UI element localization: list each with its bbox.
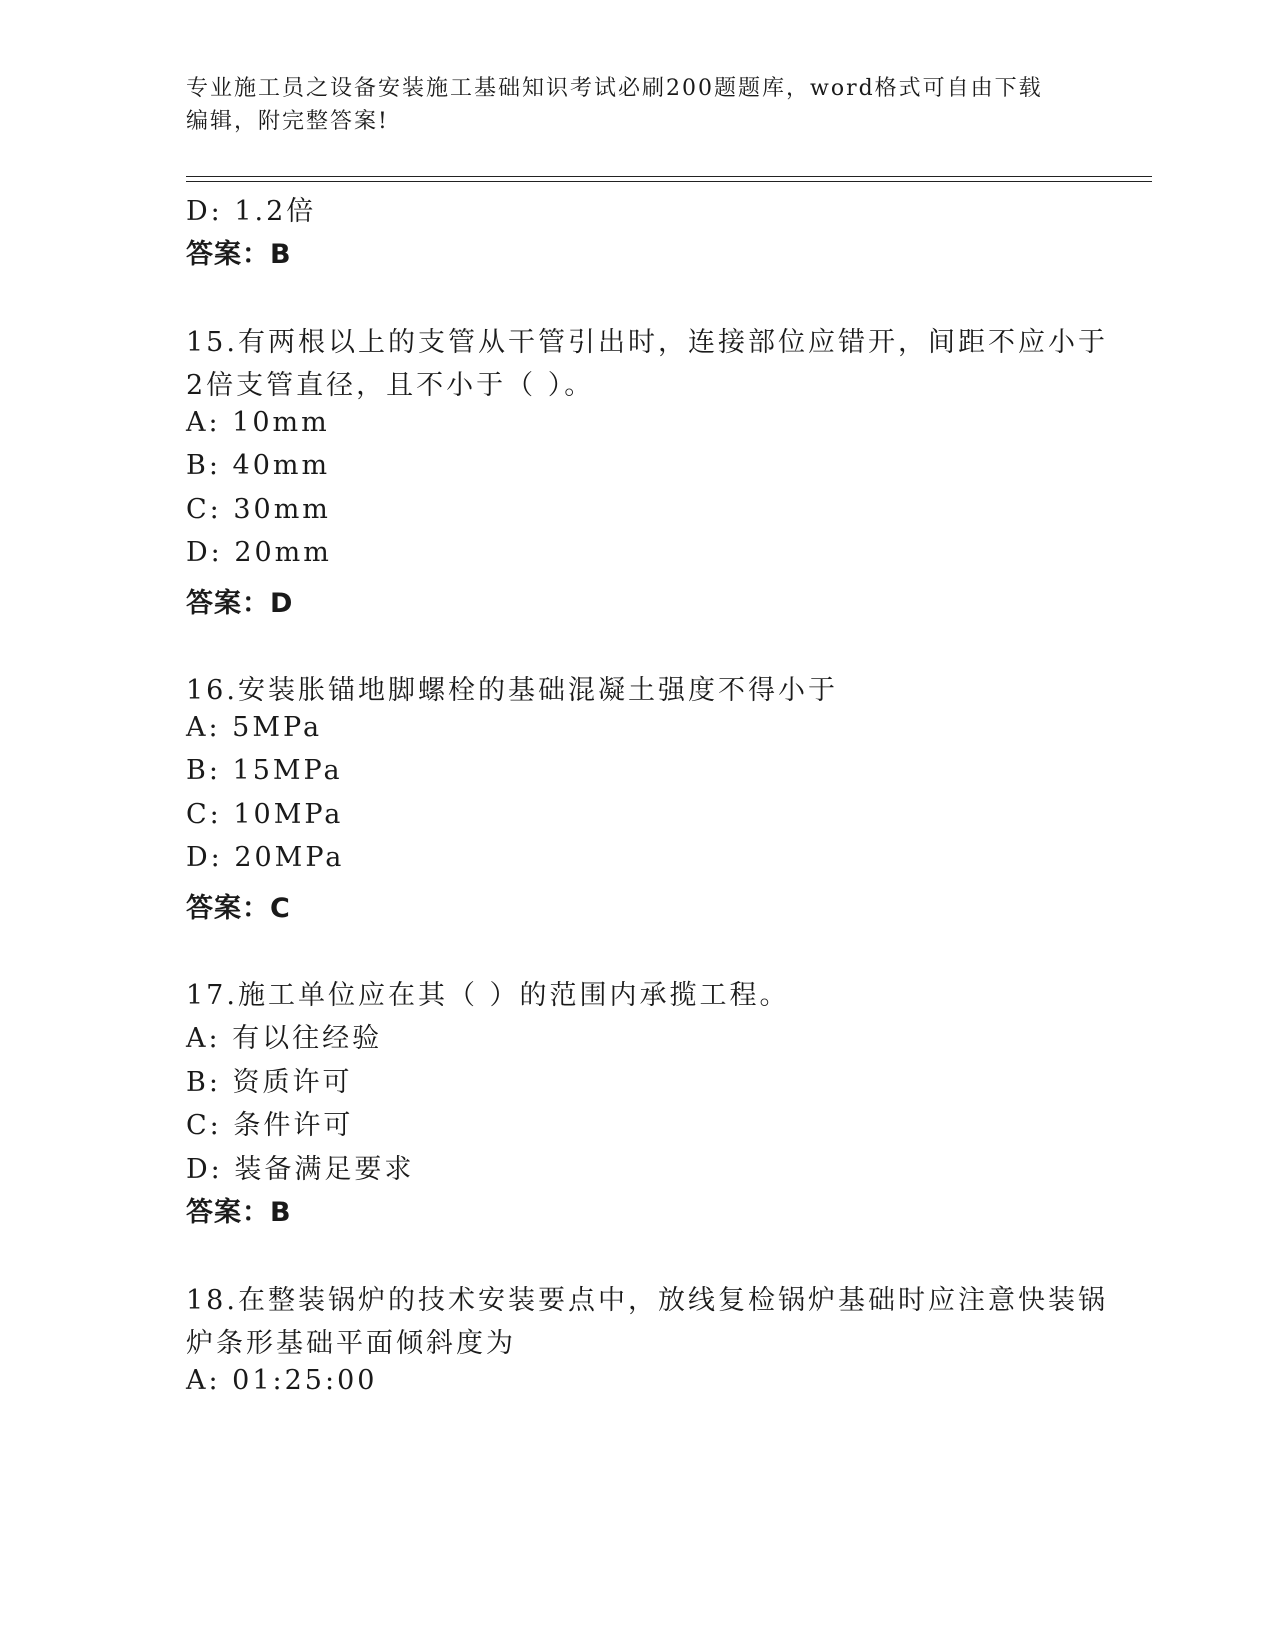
option-c: C: 10MPa (186, 799, 344, 830)
option-a: A: 5MPa (186, 712, 323, 743)
question-stem: 16.安装胀锚地脚螺栓的基础混凝土强度不得小于 (186, 675, 838, 706)
answer-label: 答案：C (186, 893, 291, 924)
question-stem: 17.施工单位应在其（ ）的范围内承揽工程。 (186, 980, 790, 1011)
option-d: D: 1.2倍 (186, 196, 317, 227)
option-c: C: 30mm (186, 494, 331, 525)
question-stem: 18.在整装锅炉的技术安装要点中，放线复检锅炉基础时应注意快装锅 (186, 1285, 1108, 1316)
option-a: A: 01:25:00 (186, 1365, 378, 1396)
question-stem-continued: 炉条形基础平面倾斜度为 (186, 1328, 516, 1359)
option-d: D: 装备满足要求 (186, 1154, 415, 1185)
answer-label: 答案：B (186, 1197, 292, 1228)
header-line-1: 专业施工员之设备安装施工基础知识考试必刷200题题库，word格式可自由下载 (186, 76, 1043, 101)
option-d: D: 20MPa (186, 842, 345, 873)
option-d: D: 20mm (186, 537, 332, 568)
answer-label: 答案：D (186, 588, 294, 619)
option-a: A: 有以往经验 (186, 1023, 383, 1054)
header-divider-top (186, 176, 1152, 177)
header-divider-bottom (186, 181, 1152, 182)
header-line-2: 编辑，附完整答案! (186, 109, 389, 134)
option-b: B: 40mm (186, 450, 331, 481)
question-stem-continued: 2倍支管直径，且不小于（ ）。 (186, 370, 595, 401)
option-b: B: 资质许可 (186, 1067, 353, 1098)
option-c: C: 条件许可 (186, 1110, 354, 1141)
option-b: B: 15MPa (186, 755, 343, 786)
option-a: A: 10mm (186, 407, 330, 438)
answer-label: 答案：B (186, 239, 292, 270)
question-stem: 15.有两根以上的支管从干管引出时，连接部位应错开，间距不应小于 (186, 327, 1108, 358)
